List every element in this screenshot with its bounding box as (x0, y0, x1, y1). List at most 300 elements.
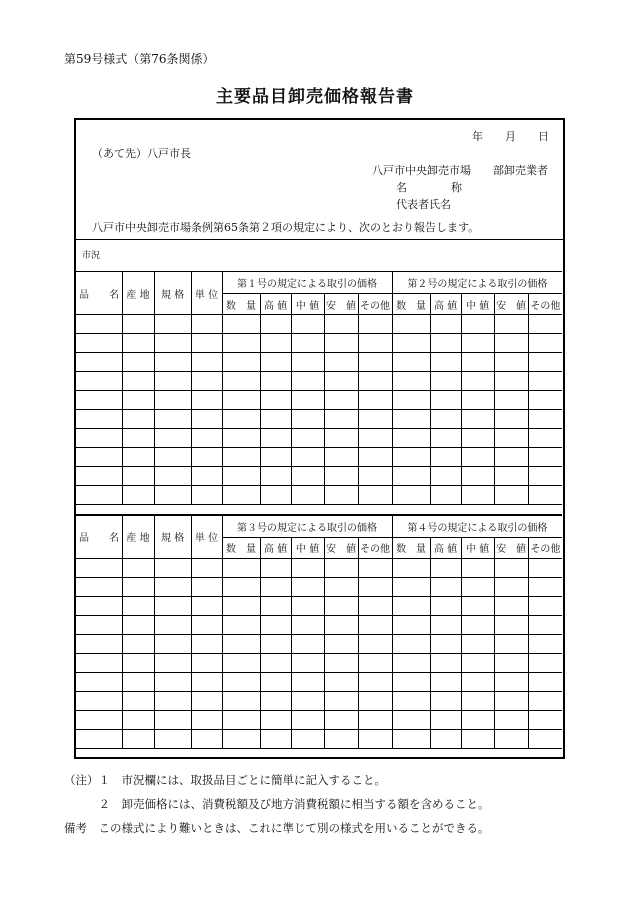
entry-cell[interactable] (461, 353, 494, 372)
entry-cell[interactable] (494, 410, 528, 429)
entry-cell[interactable] (430, 729, 461, 748)
entry-cell[interactable] (392, 615, 430, 634)
entry-cell[interactable] (122, 634, 154, 653)
entry-cell[interactable] (191, 710, 222, 729)
entry-cell[interactable] (76, 577, 122, 596)
entry-cell[interactable] (260, 315, 291, 334)
entry-cell[interactable] (461, 596, 494, 615)
price-subheader: その他 (528, 537, 562, 558)
entry-cell[interactable] (76, 353, 122, 372)
entry-cell[interactable] (494, 615, 528, 634)
entry-cell[interactable] (76, 710, 122, 729)
entry-cell[interactable] (122, 558, 154, 577)
entry-cell[interactable] (528, 391, 562, 410)
price-subheader: 高 値 (430, 537, 461, 558)
entry-cell[interactable] (122, 653, 154, 672)
entry-cell[interactable] (222, 410, 260, 429)
entry-cell[interactable] (222, 391, 260, 410)
entry-cell[interactable] (461, 334, 494, 353)
table-row (76, 596, 562, 615)
entry-cell[interactable] (528, 558, 562, 577)
entry-cell[interactable] (154, 710, 191, 729)
entry-cell[interactable] (191, 391, 222, 410)
entry-cell[interactable] (324, 448, 358, 467)
entry-cell[interactable] (528, 710, 562, 729)
entry-cell[interactable] (191, 486, 222, 505)
entry-cell[interactable] (260, 672, 291, 691)
price-group-header: 第４号の規定による取引の価格 (392, 515, 562, 537)
entry-cell[interactable] (528, 353, 562, 372)
entry-cell[interactable] (324, 391, 358, 410)
entry-cell[interactable] (324, 729, 358, 748)
entry-cell[interactable] (430, 558, 461, 577)
entry-cell[interactable] (358, 634, 392, 653)
entry-cell[interactable] (191, 596, 222, 615)
entry-cell[interactable] (461, 672, 494, 691)
entry-cell[interactable] (191, 558, 222, 577)
entry-cell[interactable] (122, 315, 154, 334)
entry-cell[interactable] (154, 334, 191, 353)
entry-cell[interactable] (461, 372, 494, 391)
entry-cell[interactable] (494, 729, 528, 748)
entry-cell[interactable] (461, 467, 494, 486)
entry-cell[interactable] (122, 672, 154, 691)
entry-cell[interactable] (76, 410, 122, 429)
entry-cell[interactable] (358, 372, 392, 391)
entry-cell[interactable] (358, 615, 392, 634)
entry-cell[interactable] (392, 653, 430, 672)
entry-cell[interactable] (494, 448, 528, 467)
entry-cell[interactable] (291, 315, 324, 334)
entry-cell[interactable] (291, 410, 324, 429)
remarks: 備考 この様式により難いときは、これに準じて別の様式を用いることができる。 (64, 821, 490, 835)
entry-cell[interactable] (528, 729, 562, 748)
entry-cell[interactable] (358, 729, 392, 748)
entry-cell[interactable] (291, 672, 324, 691)
entry-cell[interactable] (76, 429, 122, 448)
entry-cell[interactable] (191, 410, 222, 429)
entry-cell[interactable] (461, 391, 494, 410)
entry-cell[interactable] (260, 391, 291, 410)
entry-cell[interactable] (291, 596, 324, 615)
entry-cell[interactable] (154, 634, 191, 653)
entry-cell[interactable] (358, 577, 392, 596)
entry-cell[interactable] (191, 615, 222, 634)
entry-cell[interactable] (154, 615, 191, 634)
entry-cell[interactable] (122, 410, 154, 429)
entry-cell[interactable] (430, 710, 461, 729)
entry-cell[interactable] (358, 429, 392, 448)
entry-cell[interactable] (392, 691, 430, 710)
entry-cell[interactable] (528, 691, 562, 710)
entry-cell[interactable] (191, 315, 222, 334)
entry-cell[interactable] (528, 467, 562, 486)
entry-cell[interactable] (122, 596, 154, 615)
entry-cell[interactable] (154, 315, 191, 334)
entry-cell[interactable] (358, 653, 392, 672)
entry-cell[interactable] (291, 429, 324, 448)
entry-cell[interactable] (154, 729, 191, 748)
entry-cell[interactable] (461, 577, 494, 596)
entry-cell[interactable] (461, 691, 494, 710)
entry-cell[interactable] (260, 410, 291, 429)
entry-cell[interactable] (76, 729, 122, 748)
entry-cell[interactable] (76, 315, 122, 334)
entry-cell[interactable] (324, 353, 358, 372)
entry-cell[interactable] (191, 672, 222, 691)
entry-cell[interactable] (154, 596, 191, 615)
entry-cell[interactable] (430, 672, 461, 691)
entry-cell[interactable] (528, 315, 562, 334)
entry-cell[interactable] (324, 410, 358, 429)
entry-cell[interactable] (291, 558, 324, 577)
entry-cell[interactable] (461, 615, 494, 634)
entry-cell[interactable] (191, 372, 222, 391)
entry-cell[interactable] (358, 596, 392, 615)
entry-cell[interactable] (430, 653, 461, 672)
entry-cell[interactable] (528, 448, 562, 467)
entry-cell[interactable] (154, 486, 191, 505)
entry-cell[interactable] (430, 353, 461, 372)
entry-cell[interactable] (430, 634, 461, 653)
entry-cell[interactable] (528, 334, 562, 353)
entry-cell[interactable] (260, 577, 291, 596)
entry-cell[interactable] (430, 596, 461, 615)
entry-cell[interactable] (260, 353, 291, 372)
entry-cell[interactable] (528, 577, 562, 596)
entry-cell[interactable] (324, 558, 358, 577)
entry-cell[interactable] (430, 486, 461, 505)
entry-cell[interactable] (76, 615, 122, 634)
entry-cell[interactable] (122, 353, 154, 372)
entry-cell[interactable] (324, 429, 358, 448)
entry-cell[interactable] (222, 334, 260, 353)
entry-cell[interactable] (76, 558, 122, 577)
entry-cell[interactable] (528, 372, 562, 391)
entry-cell[interactable] (392, 391, 430, 410)
entry-cell[interactable] (154, 410, 191, 429)
entry-cell[interactable] (430, 391, 461, 410)
entry-cell[interactable] (222, 372, 260, 391)
entry-cell[interactable] (528, 596, 562, 615)
entry-cell[interactable] (358, 672, 392, 691)
entry-cell[interactable] (358, 334, 392, 353)
entry-cell[interactable] (461, 710, 494, 729)
entry-cell[interactable] (260, 596, 291, 615)
entry-cell[interactable] (191, 467, 222, 486)
entry-cell[interactable] (260, 558, 291, 577)
entry-cell[interactable] (392, 315, 430, 334)
entry-cell[interactable] (494, 596, 528, 615)
entry-cell[interactable] (260, 448, 291, 467)
entry-cell[interactable] (392, 353, 430, 372)
entry-cell[interactable] (191, 448, 222, 467)
entry-cell[interactable] (76, 391, 122, 410)
entry-cell[interactable] (494, 334, 528, 353)
entry-cell[interactable] (291, 691, 324, 710)
entry-cell[interactable] (461, 729, 494, 748)
entry-cell[interactable] (358, 410, 392, 429)
entry-cell[interactable] (528, 634, 562, 653)
entry-cell[interactable] (392, 448, 430, 467)
entry-cell[interactable] (122, 448, 154, 467)
entry-cell[interactable] (191, 634, 222, 653)
entry-cell[interactable] (430, 691, 461, 710)
entry-cell[interactable] (392, 710, 430, 729)
entry-cell[interactable] (154, 429, 191, 448)
entry-cell[interactable] (494, 486, 528, 505)
entry-cell[interactable] (324, 467, 358, 486)
entry-cell[interactable] (260, 634, 291, 653)
price-subheader: 数 量 (222, 294, 260, 315)
entry-cell[interactable] (494, 353, 528, 372)
entry-cell[interactable] (260, 653, 291, 672)
entry-cell[interactable] (324, 615, 358, 634)
table-row (76, 615, 562, 634)
entry-cell[interactable] (494, 634, 528, 653)
entry-cell[interactable] (76, 672, 122, 691)
entry-cell[interactable] (494, 315, 528, 334)
entry-cell[interactable] (291, 334, 324, 353)
entry-cell[interactable] (122, 486, 154, 505)
entry-cell[interactable] (260, 729, 291, 748)
entry-cell[interactable] (358, 486, 392, 505)
entry-cell[interactable] (392, 467, 430, 486)
price-subheader: 中 値 (291, 537, 324, 558)
entry-cell[interactable] (222, 467, 260, 486)
entry-cell[interactable] (154, 448, 191, 467)
entry-cell[interactable] (494, 372, 528, 391)
column-unit-header: 単 位 (191, 515, 222, 558)
entry-cell[interactable] (392, 429, 430, 448)
entry-cell[interactable] (222, 729, 260, 748)
entry-cell[interactable] (430, 448, 461, 467)
entry-cell[interactable] (358, 558, 392, 577)
note-2: ２ 卸売価格には、消費税額及び地方消費税額に相当する額を含めること。 (64, 797, 490, 811)
entry-cell[interactable] (222, 315, 260, 334)
entry-cell[interactable] (76, 691, 122, 710)
entry-cell[interactable] (528, 672, 562, 691)
entry-cell[interactable] (291, 653, 324, 672)
entry-cell[interactable] (222, 691, 260, 710)
entry-cell[interactable] (324, 691, 358, 710)
entry-cell[interactable] (430, 315, 461, 334)
entry-cell[interactable] (392, 672, 430, 691)
entry-cell[interactable] (222, 653, 260, 672)
entry-cell[interactable] (494, 710, 528, 729)
entry-cell[interactable] (324, 634, 358, 653)
entry-cell[interactable] (76, 334, 122, 353)
entry-cell[interactable] (291, 634, 324, 653)
entry-cell[interactable] (291, 467, 324, 486)
entry-cell[interactable] (122, 391, 154, 410)
entry-cell[interactable] (122, 615, 154, 634)
entry-cell[interactable] (222, 353, 260, 372)
entry-cell[interactable] (154, 672, 191, 691)
table-row (76, 448, 562, 467)
entry-cell[interactable] (461, 448, 494, 467)
entry-cell[interactable] (324, 672, 358, 691)
entry-cell[interactable] (122, 729, 154, 748)
entry-cell[interactable] (461, 315, 494, 334)
entry-cell[interactable] (154, 467, 191, 486)
entry-cell[interactable] (260, 334, 291, 353)
table-row (76, 429, 562, 448)
entry-cell[interactable] (291, 391, 324, 410)
entry-cell[interactable] (76, 486, 122, 505)
entry-cell[interactable] (154, 577, 191, 596)
entry-cell[interactable] (260, 429, 291, 448)
entry-cell[interactable] (291, 372, 324, 391)
price-subheader: 安 値 (324, 537, 358, 558)
entry-cell[interactable] (324, 315, 358, 334)
entry-cell[interactable] (528, 410, 562, 429)
entry-cell[interactable] (260, 691, 291, 710)
entry-cell[interactable] (76, 467, 122, 486)
entry-cell[interactable] (430, 467, 461, 486)
entry-cell[interactable] (191, 353, 222, 372)
table-row (76, 486, 562, 505)
entry-cell[interactable] (324, 372, 358, 391)
entry-cell[interactable] (392, 558, 430, 577)
entry-cell[interactable] (154, 558, 191, 577)
entry-cell[interactable] (191, 577, 222, 596)
entry-cell[interactable] (430, 577, 461, 596)
entry-cell[interactable] (324, 577, 358, 596)
entry-cell[interactable] (191, 334, 222, 353)
entry-cell[interactable] (154, 353, 191, 372)
entry-cell[interactable] (358, 353, 392, 372)
entry-cell[interactable] (122, 467, 154, 486)
entry-cell[interactable] (392, 596, 430, 615)
entry-cell[interactable] (260, 615, 291, 634)
entry-cell[interactable] (430, 410, 461, 429)
entry-cell[interactable] (291, 486, 324, 505)
entry-cell[interactable] (494, 429, 528, 448)
entry-cell[interactable] (260, 486, 291, 505)
entry-cell[interactable] (392, 372, 430, 391)
entry-cell[interactable] (392, 729, 430, 748)
entry-cell[interactable] (122, 577, 154, 596)
entry-cell[interactable] (222, 634, 260, 653)
entry-cell[interactable] (122, 710, 154, 729)
entry-cell[interactable] (260, 467, 291, 486)
column-spec-header: 規 格 (154, 515, 191, 558)
entry-cell[interactable] (494, 391, 528, 410)
entry-cell[interactable] (358, 391, 392, 410)
entry-cell[interactable] (154, 691, 191, 710)
entry-cell[interactable] (392, 410, 430, 429)
entry-cell[interactable] (358, 710, 392, 729)
entry-cell[interactable] (324, 596, 358, 615)
entry-cell[interactable] (494, 653, 528, 672)
entry-cell[interactable] (76, 653, 122, 672)
entry-cell[interactable] (430, 334, 461, 353)
entry-cell[interactable] (291, 577, 324, 596)
entry-cell[interactable] (494, 558, 528, 577)
entry-cell[interactable] (260, 710, 291, 729)
entry-cell[interactable] (191, 429, 222, 448)
entry-cell[interactable] (324, 710, 358, 729)
entry-cell[interactable] (222, 486, 260, 505)
price-subheader: 中 値 (291, 294, 324, 315)
entry-cell[interactable] (528, 615, 562, 634)
entry-cell[interactable] (122, 372, 154, 391)
entry-cell[interactable] (291, 615, 324, 634)
entry-cell[interactable] (392, 334, 430, 353)
entry-cell[interactable] (191, 691, 222, 710)
table-row (76, 334, 562, 353)
entry-cell[interactable] (528, 653, 562, 672)
entry-cell[interactable] (291, 448, 324, 467)
entry-cell[interactable] (494, 672, 528, 691)
entry-cell[interactable] (222, 596, 260, 615)
table-row (76, 467, 562, 486)
entry-cell[interactable] (461, 429, 494, 448)
entry-cell[interactable] (494, 577, 528, 596)
entry-cell[interactable] (222, 429, 260, 448)
table-row (76, 315, 562, 334)
entry-cell[interactable] (358, 315, 392, 334)
entry-cell[interactable] (324, 653, 358, 672)
entry-cell[interactable] (291, 729, 324, 748)
entry-cell[interactable] (222, 448, 260, 467)
entry-cell[interactable] (76, 448, 122, 467)
entry-cell[interactable] (122, 429, 154, 448)
entry-cell[interactable] (430, 429, 461, 448)
entry-cell[interactable] (191, 653, 222, 672)
entry-cell[interactable] (461, 634, 494, 653)
entry-cell[interactable] (461, 410, 494, 429)
entry-cell[interactable] (291, 710, 324, 729)
entry-cell[interactable] (291, 353, 324, 372)
entry-cell[interactable] (461, 558, 494, 577)
entry-cell[interactable] (76, 634, 122, 653)
entry-cell[interactable] (528, 486, 562, 505)
entry-cell[interactable] (154, 372, 191, 391)
entry-cell[interactable] (154, 391, 191, 410)
entry-cell[interactable] (358, 448, 392, 467)
column-spec-header: 規 格 (154, 272, 191, 315)
entry-cell[interactable] (494, 467, 528, 486)
entry-cell[interactable] (222, 558, 260, 577)
entry-cell[interactable] (222, 577, 260, 596)
entry-cell[interactable] (122, 334, 154, 353)
entry-cell[interactable] (122, 691, 154, 710)
entry-cell[interactable] (392, 486, 430, 505)
entry-cell[interactable] (494, 691, 528, 710)
entry-cell[interactable] (358, 691, 392, 710)
entry-cell[interactable] (392, 634, 430, 653)
entry-cell[interactable] (222, 615, 260, 634)
entry-cell[interactable] (461, 486, 494, 505)
entry-cell[interactable] (324, 334, 358, 353)
entry-cell[interactable] (430, 372, 461, 391)
entry-cell[interactable] (222, 672, 260, 691)
entry-cell[interactable] (392, 577, 430, 596)
entry-cell[interactable] (324, 486, 358, 505)
entry-cell[interactable] (76, 372, 122, 391)
entry-cell[interactable] (461, 653, 494, 672)
entry-cell[interactable] (358, 467, 392, 486)
entry-cell[interactable] (430, 615, 461, 634)
entry-cell[interactable] (528, 429, 562, 448)
entry-cell[interactable] (260, 372, 291, 391)
entry-cell[interactable] (154, 653, 191, 672)
entry-cell[interactable] (222, 710, 260, 729)
entry-cell[interactable] (76, 596, 122, 615)
entry-cell[interactable] (191, 729, 222, 748)
